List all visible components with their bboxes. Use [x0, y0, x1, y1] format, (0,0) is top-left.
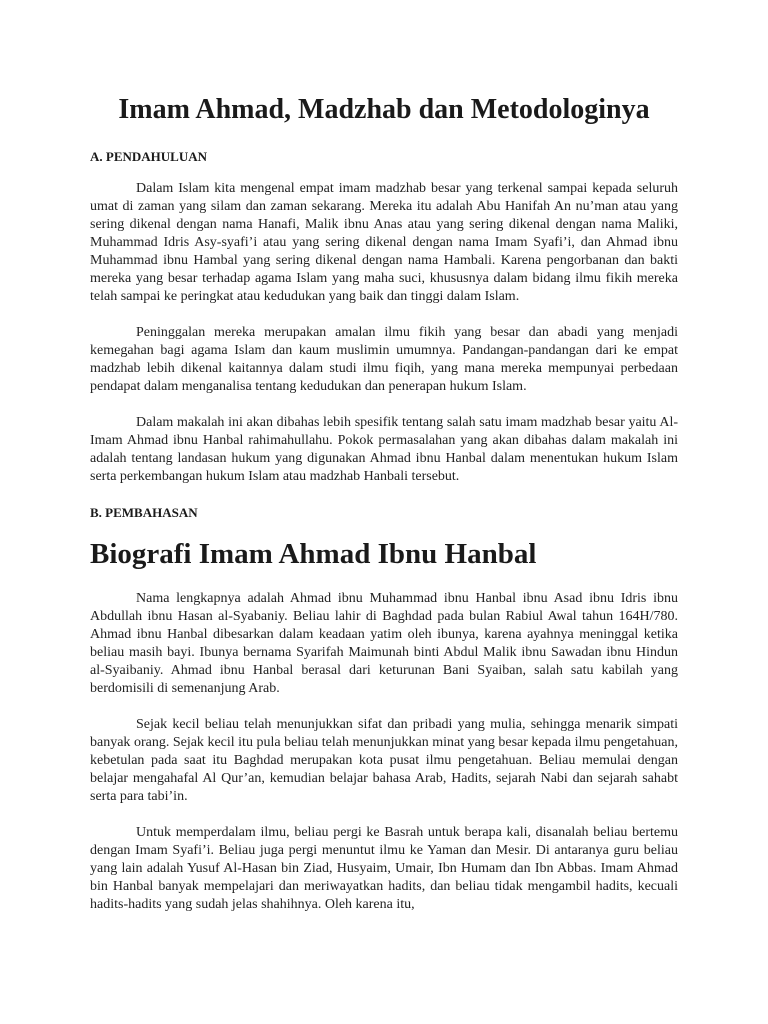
paragraph: Sejak kecil beliau telah menunjukkan sifat dan pribadi yang mulia, sehingga menarik simpati banyak orang. Sejak kecil itu pula beliau telah menunjukkan minat yang besar kepada ilmu pengetahuan, kebetulan pada saat itu Baghdad merupakan kota pusat ilmu pengetahuan. Beliau memulai dengan belajar mengahafal Al Qur’an, kemudian belajar bahasa Arab, Hadits, sejarah Nabi dan sejarah sahabt serta para tabi’in. — [90, 717, 678, 804]
paragraph: Untuk memperdalam ilmu, beliau pergi ke Basrah untuk berapa kali, disanalah beliau bertemu dengan Imam Syafi’i. Beliau juga pergi menuntut ilmu ke Yaman dan Mesir. Di antaranya guru beliau yang lain adalah Yusuf Al-Hasan bin Ziad, Husyaim, Umair, Ibn Humam dan Ibn Abbas. Imam Ahmad bin Hanbal banyak mempelajari dan meriwayatkan hadits, dan beliau tidak mengambil hadits, kecuali hadits-hadits yang sudah jelas shahihnya. Oleh karena itu, — [90, 825, 678, 912]
section-heading-pembahasan: B. PEMBAHASAN — [90, 505, 198, 520]
document-title: Imam Ahmad, Madzhab dan Metodologinya — [118, 94, 650, 125]
paragraph: Peninggalan mereka merupakan amalan ilmu fikih yang besar dan abadi yang menjadi kemegahan bagi agama Islam dan kaum muslimin umumnya. Pandangan-pandangan dari ke empat madzhab lebih dikenal kaitannya dalam studi ilmu fiqih, yang mana mereka mempunyai perbedaan pendapat dalam menganalisa tentang kedudukan dan penerapan hukum Islam. — [90, 325, 678, 394]
section-heading-pendahuluan: A. PENDAHULUAN — [90, 149, 207, 164]
biography-subtitle: Biografi Imam Ahmad Ibnu Hanbal — [90, 538, 537, 570]
paragraph: Dalam makalah ini akan dibahas lebih spesifik tentang salah satu imam madzhab besar yaitu Al-Imam Ahmad ibnu Hanbal rahimahullahu. Pokok permasalahan yang akan dibahas dalam makalah ini adalah tentang landasan hukum yang digunakan Ahmad ibnu Hanbal dalam menentukan hukum Islam serta perkembangan hukum Islam atau madzhab Hanbali tersebut. — [90, 415, 678, 484]
paragraph: Nama lengkapnya adalah Ahmad ibnu Muhammad ibnu Hanbal ibnu Asad ibnu Idris ibnu Abdullah ibnu Hasan al-Syabaniy. Beliau lahir di Baghdad pada bulan Rabiul Awal tahun 164H/780. Ahmad ibnu Hanbal dibesarkan dalam keadaan yatim oleh ibunya, karena ayahnya meninggal ketika beliau masih bayi. Ibunya bernama Syarifah Maimunah binti Abdul Malik ibnu Sawadan ibnu Hindun al-Syaibaniy. Ahmad ibnu Hanbal berasal dari keturunan Bani Syaiban, salah satu kabilah yang berdomisili di semenanjung Arab. — [90, 591, 678, 696]
paragraph: Dalam Islam kita mengenal empat imam madzhab besar yang terkenal sampai kepada seluruh umat di zaman yang silam dan zaman sekarang. Mereka itu adalah Abu Hanifah An nu’man atau yang sering dikenal dengan nama Hanafi, Malik ibnu Anas atau yang sering dikenal dengan nama Maliki, Muhammad Idris Asy-syafi’i atau yang sering dikenal dengan nama Imam Syafi’i, dan Ahmad ibnu Muhammad ibnu Hambal yang sering dikenal dengan nama Hambali. Karena pengorbanan dan bakti mereka yang besar terhadap agama Islam yang maha suci, khususnya dalam bidang ilmu fikih mereka telah sampai ke peringkat atau kedudukan yang baik dan tinggi dalam Islam. — [90, 181, 678, 304]
